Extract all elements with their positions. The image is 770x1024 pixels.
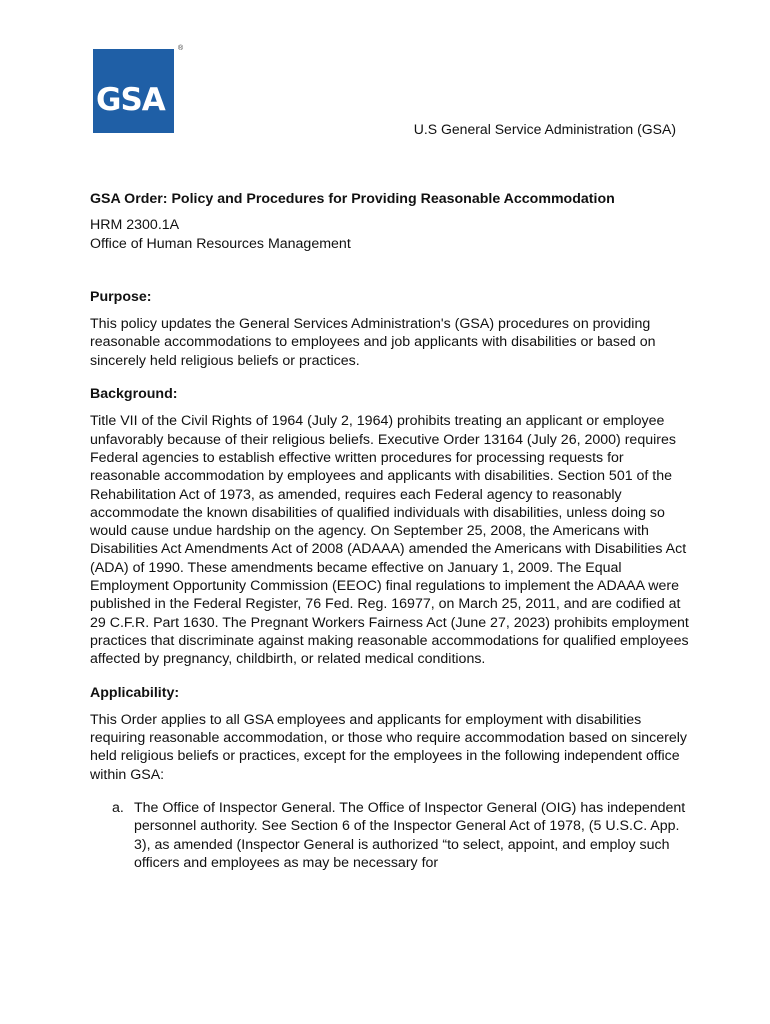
gsa-logo-text: GSA — [96, 82, 165, 118]
order-number: HRM 2300.1A — [90, 217, 180, 234]
order-title: GSA Order: Policy and Procedures for Providing Reasonable Accommodation — [90, 191, 615, 207]
gsa-logo — [93, 49, 174, 133]
background-heading: Background: — [90, 386, 178, 403]
list-item — [90, 799, 690, 872]
background-text: Title VII of the Civil Rights of 1964 (July 2, 1964) prohibits treating an applicant or employee unfavorably because of their religious beliefs. Executive Order 13164 (July 26, 2000) requires Federal agencies to establish effective written procedures for processing requests for reasonable accommodation by employees and applicants with disabilities. Section 501 of the Rehabilitation Act of 1973, as amended, requires each Federal agency to reasonably accommodate the known disabilities of qualified individuals with disabilities, unless doing so would cause undue hardship on the agency. On September 25, 2008, the Americans with Disabilities Act Amendments Act of 2008 (ADAAA) amended the Americans with Disabilities Act (ADA) of 1990. These amendments became effective on January 1, 2009. The Equal Employment Opportunity Commission (EEOC) final regulations to implement the ADAAA were published in the Federal Register, 76 Fed. Reg. 16977, on March 25, 2011, and are codified at 29 C.F.R. Part 1630. The Pregnant Workers Fairness Act (June 27, 2023) prohibits employment practices that discriminate against making reasonable accommodations for qualified employees affected by pregnancy, childbirth, or related medical conditions. — [90, 413, 689, 668]
applicability-text: This Order applies to all GSA employees and applicants for employment with disabilities requiring reasonable accommodation, or those who require accommodation based on sincerely held religious beliefs or practices, except for the employees in the following independent office within GSA: — [90, 711, 687, 783]
applicability-heading: Applicability: — [90, 684, 180, 701]
list-marker: a. — [112, 800, 124, 817]
agency-name: U.S General Service Administration (GSA) — [413, 121, 676, 137]
purpose-heading: Purpose: — [90, 288, 152, 305]
list-item-text: The Office of Inspector General. The Office of Inspector General (OIG) has independent personnel authority. See Section 6 of the Inspector General Act of 1978, (5 U.S.C. App. 3), as amended (Inspector General is authorized “to select, appoint, and employ such officers and employees as may be necessary for — [134, 800, 686, 871]
document-body — [90, 190, 690, 872]
purpose-text: This policy updates the General Services Administration's (GSA) procedures on providing reasonable accommodations to employees and job applicants with disabilities or based on sincerely held religious beliefs or practices. — [90, 316, 656, 369]
order-office: Office of Human Resources Management — [90, 235, 351, 252]
registered-mark: ® — [178, 45, 184, 52]
